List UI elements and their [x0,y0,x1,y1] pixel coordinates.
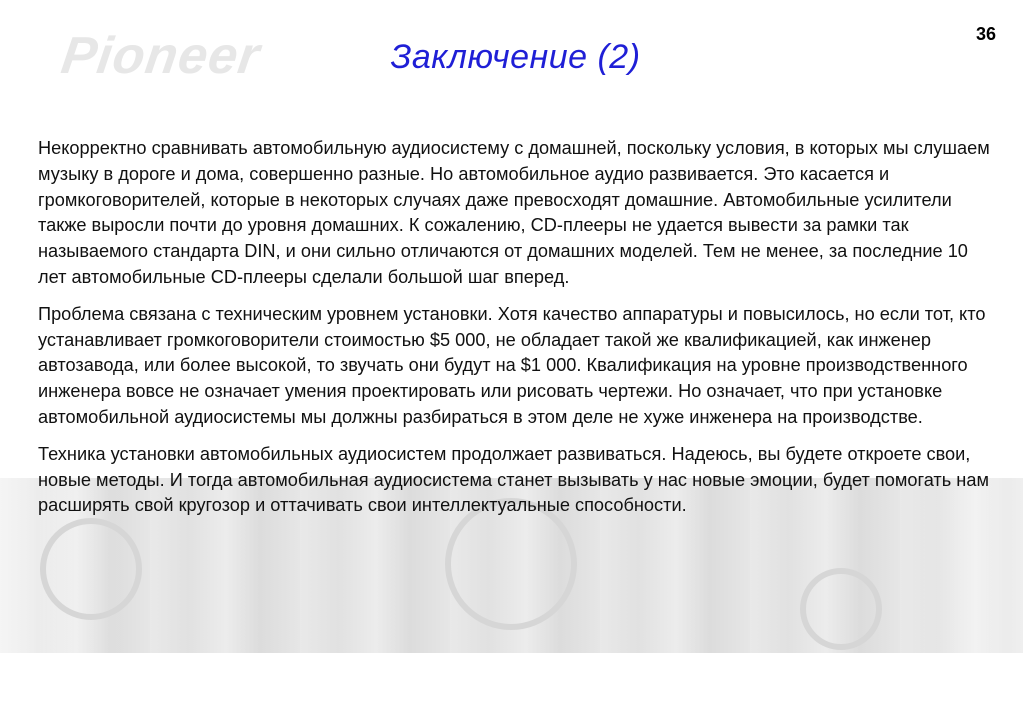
paragraph-2: Проблема связана с техническим уровнем установки. Хотя качество аппаратуры и повысилось, но если тот, кто устанавливает громкоговорители стоимостью $5 000, не обладает такой же квалификацией, как инженер автозавода, или более высокой, то звучать они будут на $1 000. Квалификация на уровне производственного инженера вовсе не означает умения проектировать или рисовать чертежи. Но означает, что при установке автомобильной аудиосистемы мы должны разбираться в этом деле не хуже инженера на производстве. [38,303,986,427]
background-speaker-shape [800,568,882,650]
body-text [38,136,998,530]
slide-title: Заключение (2) [390,38,641,76]
paragraph-1: Некорректно сравнивать автомобильную аудиосистему с домашней, поскольку условия, в которых мы слушаем музыку в дороге и дома, совершенно разные. Но автомобильное аудио развивается. Это касается и громкоговорителей, которые в некоторых случаях даже превосходят домашние. Автомобильные усилители также выросли почти до уровня домашних. К сожалению, CD-плееры не удается вывести за рамки так называемого стандарта DIN, и они сильно отличаются от домашних моделей. Тем не менее, за последние 10 лет автомобильные CD-плееры сделали большой шаг вперед. [38,138,990,287]
pioneer-logo: Pioneer [57,27,264,85]
background-speaker-shape [40,518,142,620]
page-number: 36 [975,24,996,44]
paragraph-3: Техника установки автомобильных аудиосистем продолжает развиваться. Надеюсь, вы будете откроете свои, новые методы. И тогда автомобильная аудиосистема станет вызывать у нас новые эмоции, будет помогать нам расширять свой кругозор и оттачивать свои интеллектуальные способности. [38,443,989,516]
